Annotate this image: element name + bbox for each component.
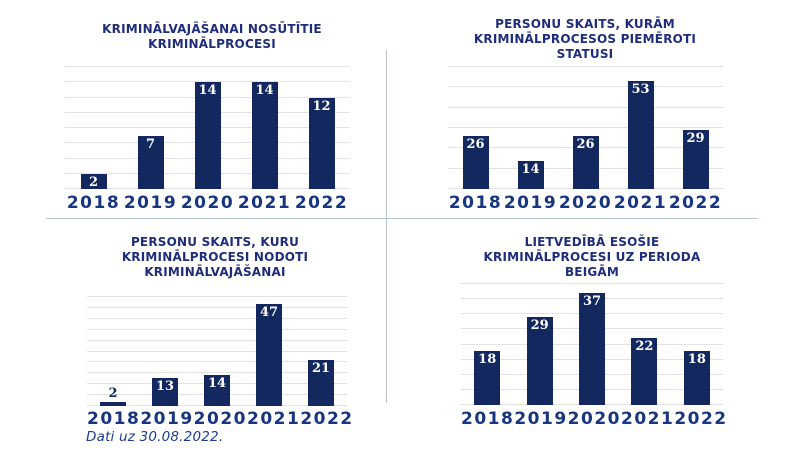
quadrant-divider-horizontal [46, 218, 758, 219]
x-axis-label: 2022 [300, 409, 354, 429]
bar-2018 [100, 402, 126, 406]
chart-title [467, 235, 717, 280]
chart-title [90, 235, 340, 280]
bar-slot-2022 [668, 67, 723, 189]
chart-plot-area [448, 67, 723, 189]
x-axis-label: 2019 [140, 409, 194, 429]
chart-plot-area [461, 284, 723, 405]
bar-slot-2022 [295, 297, 347, 406]
bar-slot-2021 [243, 297, 295, 406]
chart-title-line: PERSONU SKAITS, KURU [130, 235, 300, 249]
bar-value-label: 14 [255, 83, 274, 99]
x-axis-label: 2019 [503, 193, 558, 213]
bar-2019 [152, 378, 178, 406]
bar-slot-2018 [461, 284, 513, 405]
chart-title-line: LIETVEDĪBĀ ESOŠIE [524, 235, 660, 249]
bar-slot-2019 [513, 284, 565, 405]
bar-2020 [579, 293, 605, 405]
chart-title-line: KRIMINĀLVAJĀŠANAI [144, 265, 286, 279]
x-axis-label: 2018 [461, 409, 515, 429]
x-axis-label: 2020 [567, 409, 621, 429]
bar-value-label: 26 [576, 137, 595, 153]
chart-x-axis [87, 409, 354, 429]
bar-value-label: 37 [582, 294, 602, 310]
bar-value-label: 18 [478, 351, 497, 367]
x-axis-label: 2019 [514, 409, 568, 429]
bar-slot-2020 [179, 67, 236, 189]
bar-value-label: 2 [108, 385, 118, 401]
bar-2020 [195, 82, 221, 189]
bars-group [448, 67, 723, 189]
bar-slot-2018 [65, 67, 122, 189]
chart-title [87, 22, 337, 52]
bar-slot-2020 [191, 297, 243, 406]
bar-value-label: 14 [521, 161, 540, 177]
bar-slot-2019 [122, 67, 179, 189]
chart-title-line: KRIMINĀLPROCESI NODOTI [121, 250, 309, 264]
bar-slot-2018 [448, 67, 503, 189]
chart-title-line: KRIMINĀLPROCESOS PIEMĒROTI [473, 32, 697, 46]
chart-title [460, 17, 710, 62]
bar-slot-2021 [613, 67, 668, 189]
bar-slot-2019 [139, 297, 191, 406]
bars-group [65, 67, 350, 189]
bar-slot-2020 [566, 284, 618, 405]
bar-value-label: 2 [88, 174, 99, 190]
bar-value-label: 14 [207, 376, 227, 392]
bar-2019 [138, 136, 164, 189]
bar-value-label: 26 [466, 137, 485, 153]
bar-value-label: 29 [686, 131, 705, 147]
x-axis-label: 2020 [180, 193, 235, 213]
chart-title-line: KRIMINĀLPROCESI UZ PERIODA [483, 250, 701, 264]
bar-2020 [573, 136, 599, 189]
bar-slot-2020 [558, 67, 613, 189]
x-axis-label: 2022 [294, 193, 349, 213]
bar-slot-2018 [87, 297, 139, 406]
chart-title-line: STATUSI [556, 47, 614, 61]
bar-slot-2019 [503, 67, 558, 189]
x-axis-label: 2021 [613, 193, 668, 213]
chart-title-line: PERSONU SKAITS, KURĀM [495, 17, 675, 31]
bar-slot-2022 [293, 67, 350, 189]
bar-2019 [518, 161, 544, 189]
x-axis-label: 2018 [87, 409, 141, 429]
bar-value-label: 47 [259, 304, 279, 320]
bar-value-label: 22 [635, 339, 654, 355]
bars-group [87, 297, 347, 406]
x-axis-label: 2020 [193, 409, 247, 429]
bar-2018 [463, 136, 489, 189]
quadrant-divider-vertical [386, 50, 387, 403]
bar-2021 [628, 81, 654, 189]
bars-group [461, 284, 723, 405]
bar-value-label: 13 [155, 378, 175, 394]
chart-title-line: BEIGĀM [564, 265, 620, 279]
bar-2021 [631, 338, 657, 405]
bar-2020 [204, 375, 230, 406]
bar-2021 [256, 304, 282, 406]
bar-2021 [252, 82, 278, 189]
data-date-note: Dati uz 30.08.2022. [86, 429, 224, 445]
x-axis-label: 2022 [668, 193, 723, 213]
bar-value-label: 14 [198, 83, 217, 99]
x-axis-label: 2019 [123, 193, 178, 213]
chart-plot-area [87, 297, 347, 406]
x-axis-label: 2018 [66, 193, 121, 213]
bar-value-label: 18 [687, 351, 706, 367]
chart-title-line: KRIMINĀLVAJĀŠANAI NOSŪTĪTIE [102, 22, 322, 36]
bar-2022 [683, 130, 709, 189]
bar-slot-2022 [671, 284, 723, 405]
chart-x-axis [448, 193, 723, 213]
bar-value-label: 12 [312, 98, 331, 114]
bar-slot-2021 [618, 284, 670, 405]
bar-2019 [527, 317, 553, 405]
bar-2022 [309, 98, 335, 190]
bar-slot-2021 [236, 67, 293, 189]
x-axis-label: 2021 [620, 409, 675, 429]
bar-2022 [308, 360, 334, 406]
chart-x-axis [461, 409, 728, 429]
chart-plot-area [65, 67, 350, 189]
bar-value-label: 21 [311, 361, 331, 377]
bar-2018 [81, 174, 107, 189]
x-axis-label: 2021 [246, 409, 301, 429]
bar-value-label: 53 [631, 82, 650, 98]
bar-value-label: 29 [530, 318, 549, 334]
x-axis-label: 2020 [558, 193, 613, 213]
chart-x-axis [65, 193, 350, 213]
chart-title-line: KRIMINĀLPROCESI [148, 37, 276, 51]
bar-2018 [474, 351, 500, 405]
x-axis-label: 2018 [448, 193, 503, 213]
x-axis-label: 2021 [237, 193, 292, 213]
x-axis-label: 2022 [674, 409, 728, 429]
bar-value-label: 7 [145, 136, 156, 152]
bar-2022 [684, 351, 710, 405]
